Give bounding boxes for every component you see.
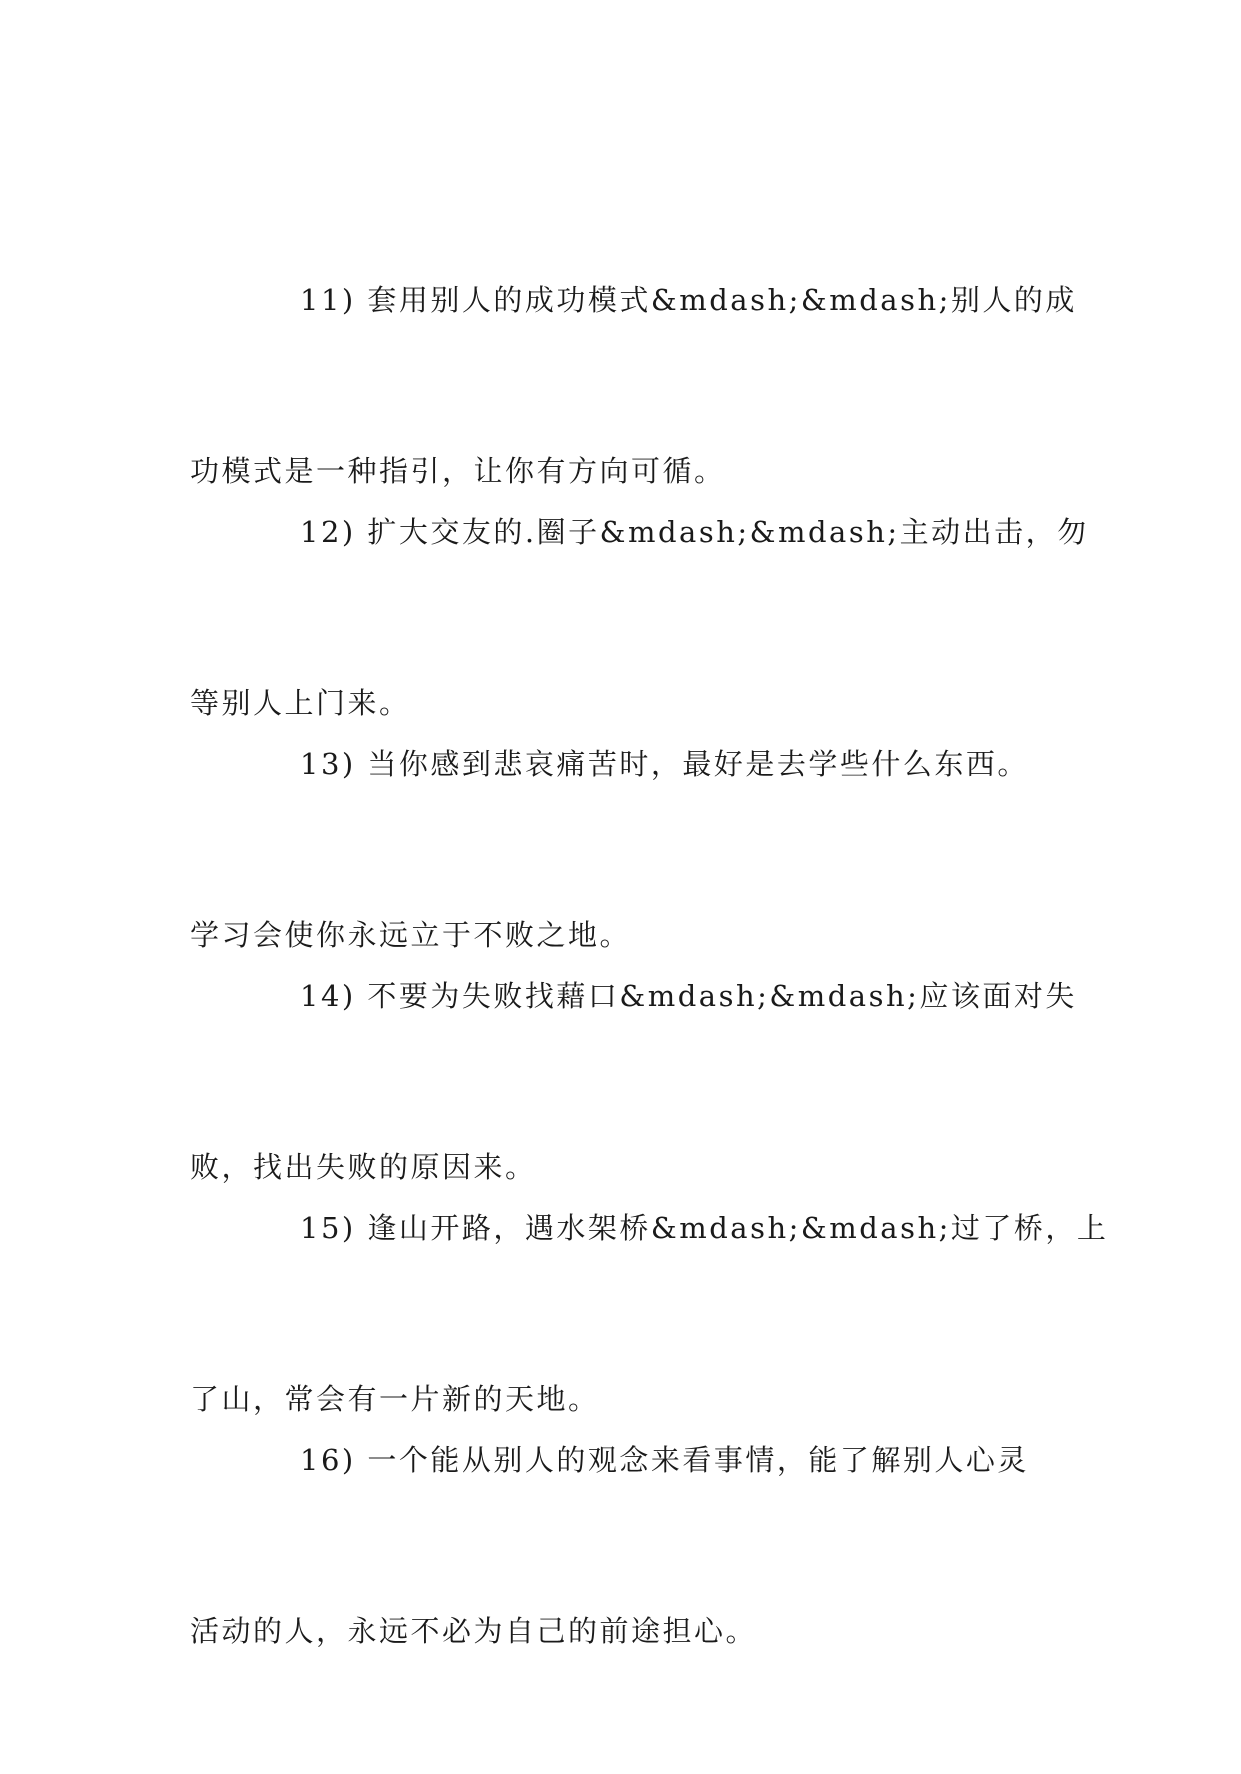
list-item	[190, 1318, 1060, 1774]
paragraph-line: 14) 不要为失败找藉口&mdash;&mdash;应该面对失	[300, 979, 1077, 1013]
paragraph-line: 13) 当你感到悲哀痛苦时，最好是去学些什么东西。	[300, 747, 1029, 781]
paragraph-line: 学习会使你永远立于不败之地。	[190, 918, 632, 952]
paragraph-line: 功模式是一种指引，让你有方向可循。	[190, 454, 726, 488]
paragraph-line: 11) 套用别人的成功模式&mdash;&mdash;别人的成	[300, 283, 1077, 317]
paragraph-line: 16) 一个能从别人的观念来看事情，能了解别人心灵	[300, 1443, 1029, 1477]
paragraph-line: 了山，常会有一片新的天地。	[190, 1382, 600, 1416]
paragraph-line: 15) 逢山开路，遇水架桥&mdash;&mdash;过了桥，上	[300, 1211, 1109, 1245]
paragraph-line: 败，找出失败的原因来。	[190, 1150, 537, 1184]
paragraph-line: 12) 扩大交友的.圈子&mdash;&mdash;主动出击，勿	[300, 515, 1089, 549]
paragraph-line: 活动的人，永远不必为自己的前途担心。	[190, 1614, 758, 1648]
paragraph-line: 等别人上门来。	[190, 686, 411, 720]
